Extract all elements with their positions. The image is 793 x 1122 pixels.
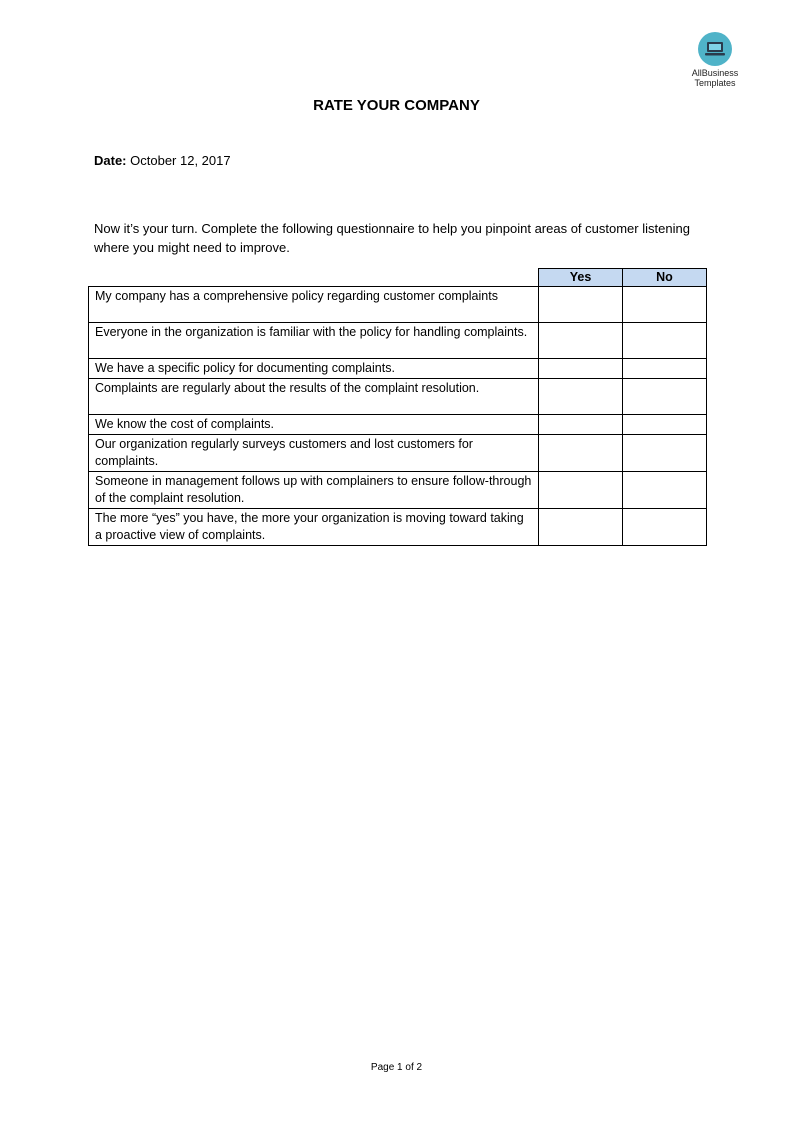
date-value: October 12, 2017	[130, 153, 231, 168]
laptop-icon	[704, 41, 726, 57]
no-cell[interactable]	[623, 415, 707, 435]
no-cell[interactable]	[623, 287, 707, 323]
yes-cell[interactable]	[539, 472, 623, 509]
allbusiness-logo	[681, 32, 749, 88]
date-label: Date:	[94, 153, 127, 168]
yes-cell[interactable]	[539, 323, 623, 359]
table-row	[89, 323, 707, 359]
yes-cell[interactable]	[539, 359, 623, 379]
page-title: RATE YOUR COMPANY	[313, 97, 480, 114]
no-cell[interactable]	[623, 509, 707, 546]
table-row	[89, 379, 707, 415]
question-text: The more “yes” you have, the more your organization is moving toward taking a proactive view of complaints.	[89, 509, 539, 546]
table-header-row	[89, 269, 707, 287]
page-footer: Page 1 of 2	[370, 1062, 423, 1073]
header-no: No	[623, 269, 707, 287]
questionnaire-table	[88, 268, 707, 546]
table-row	[89, 359, 707, 379]
yes-cell[interactable]	[539, 379, 623, 415]
yes-cell[interactable]	[539, 509, 623, 546]
no-cell[interactable]	[623, 472, 707, 509]
intro-paragraph: Now it’s your turn. Complete the following questionnaire to help you pinpoint areas of customer listening where you might need to improve.	[94, 221, 690, 255]
logo-line-2: Templates	[694, 78, 736, 88]
logo-circle	[698, 32, 732, 66]
date-line	[94, 153, 231, 168]
logo-line-1: AllBusiness	[691, 68, 739, 78]
question-text: Everyone in the organization is familiar with the policy for handling complaints.	[89, 323, 539, 359]
no-cell[interactable]	[623, 323, 707, 359]
yes-cell[interactable]	[539, 435, 623, 472]
table-row	[89, 415, 707, 435]
table-row	[89, 435, 707, 472]
no-cell[interactable]	[623, 435, 707, 472]
logo-text	[681, 68, 749, 88]
yes-cell[interactable]	[539, 287, 623, 323]
header-yes: Yes	[539, 269, 623, 287]
table-row	[89, 287, 707, 323]
question-text: Our organization regularly surveys customers and lost customers for complaints.	[89, 435, 539, 472]
question-text: Someone in management follows up with complainers to ensure follow-through of the complaint resolution.	[89, 472, 539, 509]
no-cell[interactable]	[623, 359, 707, 379]
no-cell[interactable]	[623, 379, 707, 415]
header-spacer	[89, 269, 539, 287]
question-text: We have a specific policy for documenting complaints.	[89, 359, 539, 379]
question-text: We know the cost of complaints.	[89, 415, 539, 435]
table-row	[89, 472, 707, 509]
question-text: Complaints are regularly about the results of the complaint resolution.	[89, 379, 539, 415]
question-text: My company has a comprehensive policy regarding customer complaints	[89, 287, 539, 323]
table-row	[89, 509, 707, 546]
yes-cell[interactable]	[539, 415, 623, 435]
